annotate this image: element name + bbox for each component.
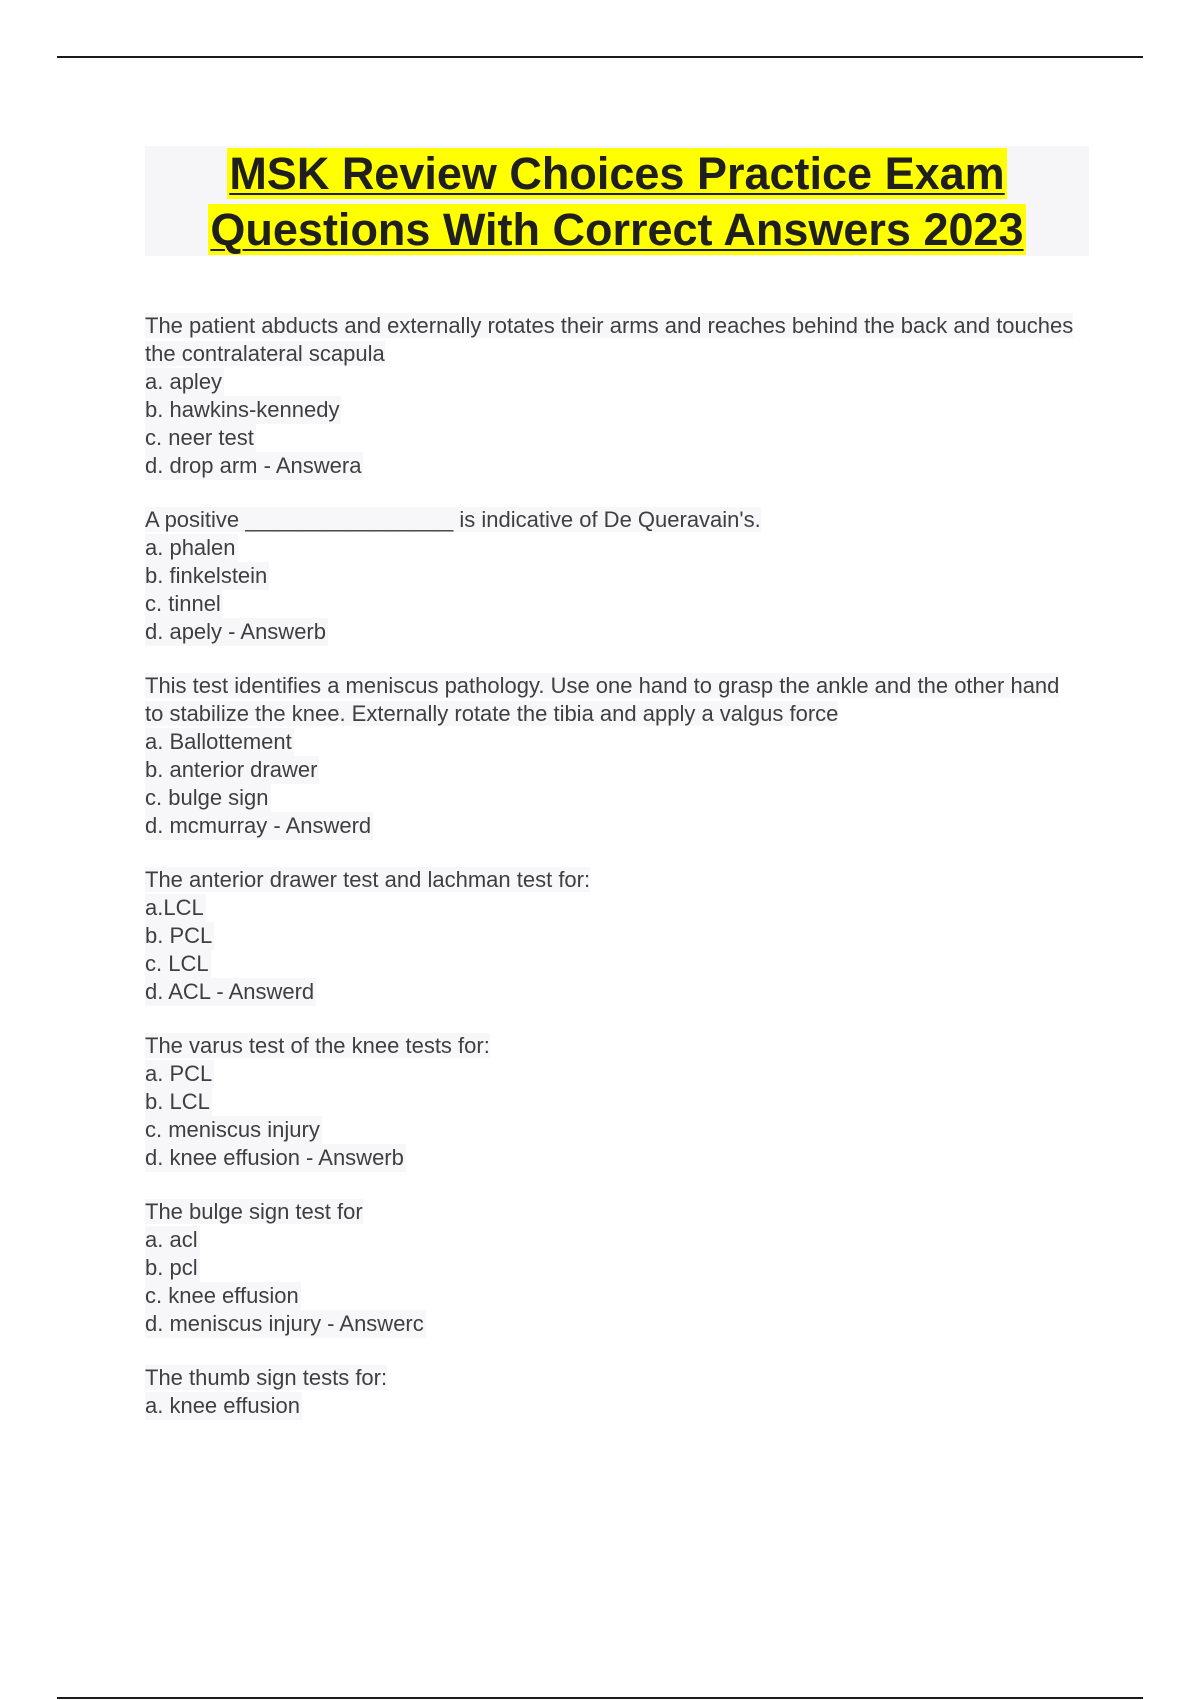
option-b: b. finkelstein xyxy=(145,563,268,588)
question-text: The varus test of the knee tests for: xyxy=(145,1033,490,1058)
option-c: c. tinnel xyxy=(145,591,221,616)
question-6 xyxy=(145,1198,1085,1338)
option-c: c. meniscus injury xyxy=(145,1117,320,1142)
option-a: a.LCL xyxy=(145,895,204,920)
option-a: a. knee effusion xyxy=(145,1393,300,1418)
option-c: c. LCL xyxy=(145,951,209,976)
option-a: a. PCL xyxy=(145,1061,213,1086)
question-2 xyxy=(145,506,1085,646)
option-a: a. apley xyxy=(145,369,223,394)
option-a: a. acl xyxy=(145,1227,198,1252)
question-7 xyxy=(145,1364,1085,1420)
option-d-answer: d. apely - Answerb xyxy=(145,619,326,644)
option-d-answer: d. drop arm - Answera xyxy=(145,453,362,478)
question-text: The anterior drawer test and lachman test for: xyxy=(145,867,591,892)
option-c: c. neer test xyxy=(145,425,254,450)
option-b: b. anterior drawer xyxy=(145,757,318,782)
question-5 xyxy=(145,1032,1085,1172)
question-4 xyxy=(145,866,1085,1006)
option-b: b. pcl xyxy=(145,1255,198,1280)
document-title xyxy=(145,146,1089,256)
question-text: The patient abducts and externally rotates their arms and reaches behind the back and touches the contralateral scapula xyxy=(145,313,1074,366)
question-text: The bulge sign test for xyxy=(145,1199,363,1224)
option-d-answer: d. meniscus injury - Answerc xyxy=(145,1311,424,1336)
option-b: b. hawkins-kennedy xyxy=(145,397,340,422)
question-list xyxy=(145,312,1085,1446)
question-text: The thumb sign tests for: xyxy=(145,1365,388,1390)
question-text: This test identifies a meniscus pathology. Use one hand to grasp the ankle and the other hand to stabilize the knee. Externally rotate the tibia and apply a valgus force xyxy=(145,673,1060,726)
question-3 xyxy=(145,672,1085,840)
option-a: a. Ballottement xyxy=(145,729,292,754)
bottom-rule xyxy=(57,1697,1143,1699)
option-d-answer: d. knee effusion - Answerb xyxy=(145,1145,404,1170)
option-d-answer: d. mcmurray - Answerd xyxy=(145,813,372,838)
title-line-2: Questions With Correct Answers 2023 xyxy=(210,204,1024,255)
option-b: b. PCL xyxy=(145,923,213,948)
option-c: c. knee effusion xyxy=(145,1283,299,1308)
option-d-answer: d. ACL - Answerd xyxy=(145,979,315,1004)
question-1 xyxy=(145,312,1085,480)
question-text: A positive _________________ is indicative of De Queravain's. xyxy=(145,507,761,532)
top-rule xyxy=(57,56,1143,58)
option-c: c. bulge sign xyxy=(145,785,269,810)
title-line-1: MSK Review Choices Practice Exam xyxy=(229,148,1005,199)
option-a: a. phalen xyxy=(145,535,236,560)
option-b: b. LCL xyxy=(145,1089,210,1114)
